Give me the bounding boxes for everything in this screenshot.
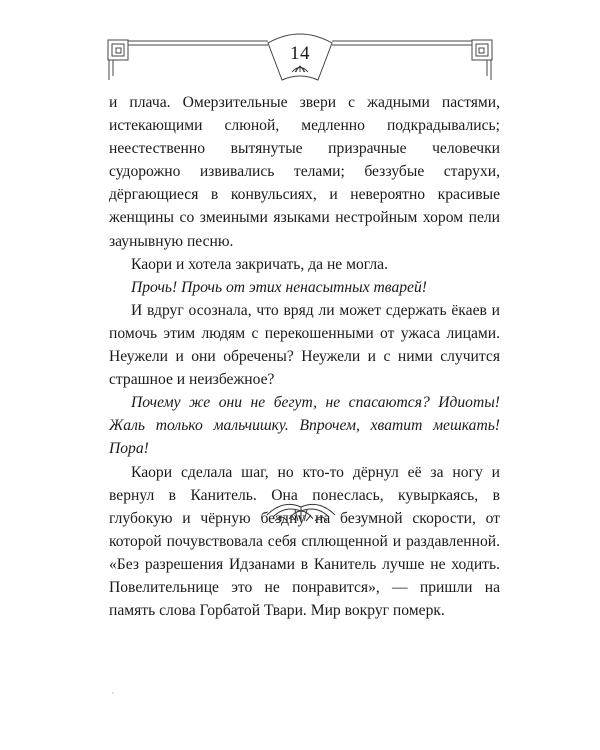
page-number: 14 [290, 43, 310, 64]
wave-fan-ornament-icon [265, 493, 337, 525]
scan-speck [112, 692, 114, 694]
body-text [109, 91, 500, 622]
paragraph-3-italic: Прочь! Прочь от этих ненасытных тварей! [131, 278, 427, 296]
paragraph-1: и плача. Омерзительные звери с жадными пастями, истекающими слюной, медленно подкрадывались; неестественно вытянутые призрачные человечки судорожно извивались телами; беззубые старухи, дёргающиеся в конвульсиях, и невероятно красивые женщины со змеиными языками нестройным хором пели заунывную песню. [109, 94, 500, 250]
paragraph-4: И вдруг осознала, что вряд ли может сдержать ёкаев и помочь этим людям с перекошенными от ужаса лицами. Неужели и они обречены? Неужели и с ними случится страшное и неизбежное? [109, 301, 500, 389]
page-header [0, 0, 600, 90]
paragraph-5-italic: Почему же они не бегут, не спасаются? Идиоты! Жаль только мальчишку. Впрочем, хватит мешкать! Пора! [109, 394, 500, 458]
paragraph-6: Каори сделала шаг, но кто-то дёрнул её за ногу и вернул в Канитель. Она понеслась, кувыркаясь, в глубокую и чёрную бездну на безумной скорости, от которой почувствовала себя сплющенной и раздавленной. «Без разрешения Идзанами в Канитель лучше не ходить. Повелительнице это не понравится», — пришли на память слова Горбатой Твари. Мир вокруг померк. [109, 463, 500, 620]
paragraph-2: Каори и хотела закричать, да не могла. [131, 255, 388, 273]
